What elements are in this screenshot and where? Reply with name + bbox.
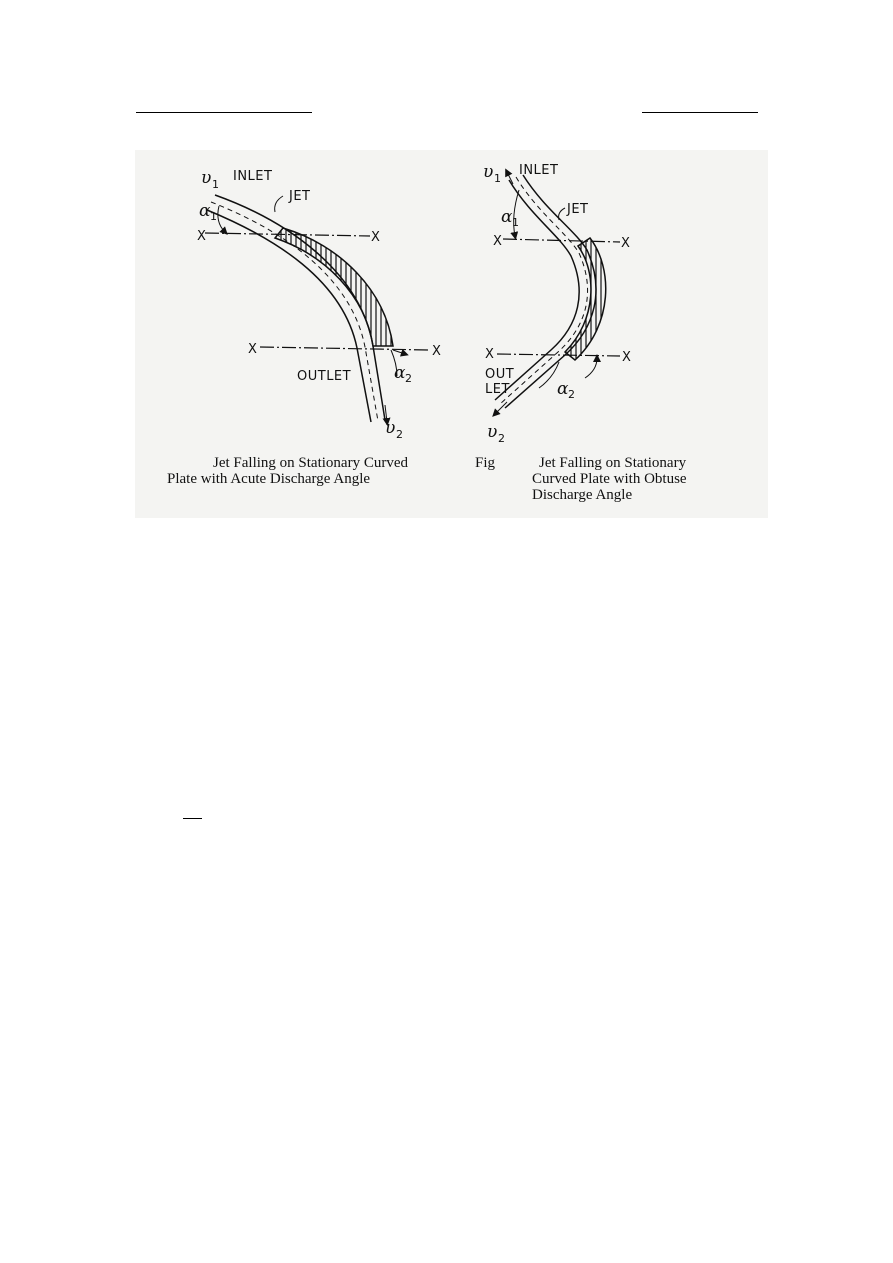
header-rule-left	[136, 112, 312, 113]
right-outlet-label-1: OUT	[485, 367, 515, 382]
right-fig-label: Fig	[475, 455, 496, 471]
left-caption-line-2: Plate with Acute Discharge Angle	[167, 471, 371, 487]
right-alpha1-sub: 1	[512, 216, 519, 229]
left-axis-label-3: X	[248, 342, 258, 357]
right-axis-label-3: X	[485, 347, 495, 362]
left-v2-sub: 2	[396, 428, 403, 441]
left-v1-symbol: υ	[201, 168, 212, 188]
right-v2-sub: 2	[498, 432, 505, 445]
left-v2-symbol: υ	[385, 418, 396, 438]
left-axis-label-4: X	[432, 344, 442, 359]
right-inlet-label: INLET	[519, 163, 559, 178]
left-axis-bottom	[260, 347, 430, 350]
right-alpha2-symbol: α	[557, 379, 569, 399]
right-axis-top	[503, 239, 620, 242]
right-alpha1-symbol: α	[501, 207, 513, 227]
left-alpha2-symbol: α	[394, 363, 406, 383]
fraction-bar-mark	[183, 818, 202, 819]
left-v1-sub: 1	[212, 178, 219, 191]
right-axis-label-1: X	[493, 234, 503, 249]
right-caption-line-3: Discharge Angle	[532, 487, 633, 503]
left-jet-label: JET	[289, 189, 311, 204]
right-alpha1-arc	[514, 190, 519, 236]
right-jet-label: JET	[567, 202, 589, 217]
left-axis-label-1: X	[197, 229, 207, 244]
left-alpha1-arc	[218, 206, 225, 232]
left-alpha1-symbol: α	[199, 201, 211, 221]
left-alpha1-sub: 1	[210, 210, 217, 223]
right-axis-bottom	[497, 354, 620, 356]
left-outlet-label: OUTLET	[297, 369, 352, 384]
left-axis-label-2: X	[371, 230, 381, 245]
right-caption-line-1: Jet Falling on Stationary	[539, 455, 687, 471]
right-outlet-label-2: LET	[485, 382, 510, 397]
right-axis-label-4: X	[622, 350, 632, 365]
right-v1-symbol: υ	[483, 162, 494, 182]
left-inlet-label: INLET	[233, 169, 273, 184]
right-v1-sub: 1	[494, 172, 501, 185]
left-alpha2-sub: 2	[405, 372, 412, 385]
right-alpha2-sub: 2	[568, 388, 575, 401]
left-diagram	[197, 168, 441, 441]
right-v2-symbol: υ	[487, 422, 498, 442]
right-caption-line-2: Curved Plate with Obtuse	[532, 471, 687, 487]
left-caption-line-1: Jet Falling on Stationary Curved	[213, 455, 408, 471]
scanned-figure	[135, 150, 768, 518]
right-axis-label-2: X	[621, 236, 631, 251]
header-rule-right	[642, 112, 758, 113]
right-diagram	[483, 162, 631, 445]
